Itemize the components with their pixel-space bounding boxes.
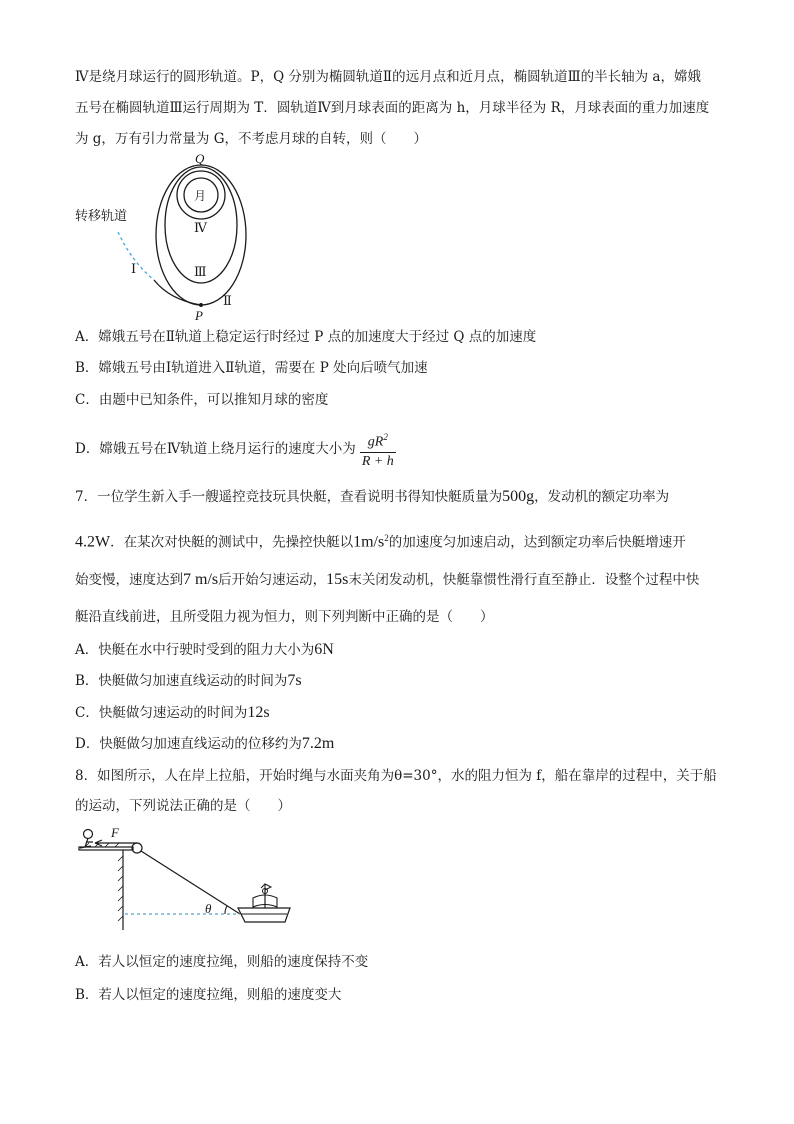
- q6-option-d-text: D．嫦娥五号在Ⅳ轨道上绕月运行的速度大小为: [75, 441, 356, 458]
- q7-option-d-value: 7.2m: [301, 735, 335, 752]
- label-p: P: [195, 308, 203, 322]
- q7-acceleration-exponent: 2: [384, 533, 389, 543]
- label-theta: θ: [205, 901, 212, 916]
- q7-line-3-text-c: 后开始匀速运动，: [218, 572, 327, 588]
- q8-line-1: 8．如图所示，人在岸上拉船，开始时绳与水面夹角为θ=30°，水的阻力恒为 f，船在靠岸的过程中，关于船: [75, 768, 717, 784]
- q6-option-c: C．由题中已知条件，可以推知月球的密度: [75, 392, 329, 408]
- q6-option-d-fraction: [360, 428, 396, 471]
- q7-option-d: [75, 734, 334, 754]
- q7-option-b: [75, 671, 302, 691]
- q7-line-1-text-a: 7．一位学生新入手一艘遥控竞技玩具快艇，查看说明书得知快艇质量为: [75, 489, 503, 505]
- q7-mass: 500g: [502, 488, 535, 505]
- q6-option-b: B．嫦娥五号由Ⅰ轨道进入Ⅱ轨道，需要在 P 处向后喷气加速: [75, 360, 428, 376]
- label-i: Ⅰ: [131, 261, 137, 276]
- fraction-denominator: R + h: [361, 453, 394, 469]
- angle-arc: [225, 906, 227, 914]
- shore-hatching: [85, 843, 123, 921]
- q7-option-c-text: C．快艇做匀速运动的时间为: [75, 705, 248, 721]
- orbit-ii: [156, 165, 246, 305]
- q8-line-2: 的运动，下列说法正确的是（ ）: [75, 798, 291, 814]
- q7-line-1-text-c: ，发动机的额定功率为: [534, 489, 670, 505]
- q7-line-3-text-a: 始变慢，速度达到: [75, 572, 183, 588]
- label-q: Q: [195, 151, 205, 166]
- q7-line-2-text-b: ．在某次对快艇的测试中，先操控快艇以: [110, 534, 354, 551]
- orbit-i: [154, 280, 201, 305]
- numerator-text: gR: [367, 434, 384, 450]
- q7-option-c-value: 12s: [247, 704, 270, 721]
- q7-line-1: [75, 487, 669, 507]
- q7-option-a-text: A．快艇在水中行驶时受到的阻力大小为: [75, 642, 315, 658]
- q7-line-2: [75, 528, 686, 553]
- boat-hull: [238, 908, 290, 922]
- fraction-numerator: [360, 428, 396, 453]
- q7-line-3: [75, 570, 699, 590]
- label-iii: Ⅲ: [194, 264, 207, 279]
- label-moon: 月: [194, 189, 207, 203]
- q7-line-4: 艇沿直线前进，且所受阻力视为恒力，则下列判断中正确的是（ ）: [75, 609, 494, 625]
- label-iv: Ⅳ: [194, 220, 207, 235]
- q7-option-a: [75, 640, 334, 660]
- numerator-exponent: 2: [383, 432, 388, 442]
- q7-option-a-value: 6N: [314, 641, 334, 658]
- q7-option-c: [75, 703, 270, 723]
- q8-option-b: B．若人以恒定的速度拉绳，则船的速度变大: [75, 987, 342, 1003]
- q7-line-3-text-e: 末关闭发动机，快艇靠惯性滑行直至静止．设整个过程中快: [348, 572, 700, 588]
- q7-option-b-text: B．快艇做匀加速直线运动的时间为: [75, 673, 288, 689]
- rope-slanted: [141, 851, 240, 914]
- q7-option-b-value: 7s: [287, 672, 302, 689]
- label-ii: Ⅱ: [223, 293, 232, 308]
- q7-time: 15s: [326, 571, 349, 588]
- q6-stem-line-1: Ⅳ是绕月球运行的圆形轨道。P，Q 分别为椭圆轨道Ⅱ的远月点和近月点，椭圆轨道Ⅲ的半长轴为 a，嫦娥: [75, 69, 701, 85]
- boat-pull-diagram: [75, 822, 300, 932]
- q6-stem-line-2: 五号在椭圆轨道Ⅲ运行周期为 T．圆轨道Ⅳ到月球表面的距离为 h，月球半径为 R，月球表面的重力加速度: [75, 100, 710, 116]
- label-transfer-orbit: 转移轨道: [75, 209, 128, 224]
- q7-power: 4.2W: [75, 533, 111, 551]
- q6-stem-line-3: 为 g，万有引力常量为 G，不考虑月球的自转，则（ ）: [75, 131, 428, 147]
- person-head: [84, 830, 93, 839]
- q7-max-speed: 7 m/s: [183, 571, 219, 588]
- shore-top: [79, 847, 133, 850]
- q7-line-2-text-e: 的加速度匀加速启动，达到额定功率后快艇增速开: [388, 534, 686, 551]
- q7-option-d-text: D．快艇做匀加速直线运动的位移约为: [75, 736, 302, 752]
- label-f: F: [111, 825, 119, 840]
- q7-acceleration: 1m/s: [353, 533, 385, 551]
- q6-option-d: [75, 428, 396, 471]
- q8-option-a: A．若人以恒定的速度拉绳，则船的速度保持不变: [75, 954, 369, 970]
- point-p: [199, 303, 203, 307]
- orbit-diagram: [70, 150, 250, 322]
- q6-option-a: A．嫦娥五号在Ⅱ轨道上稳定运行时经过 P 点的加速度大于经过 Q 点的加速度: [75, 329, 537, 345]
